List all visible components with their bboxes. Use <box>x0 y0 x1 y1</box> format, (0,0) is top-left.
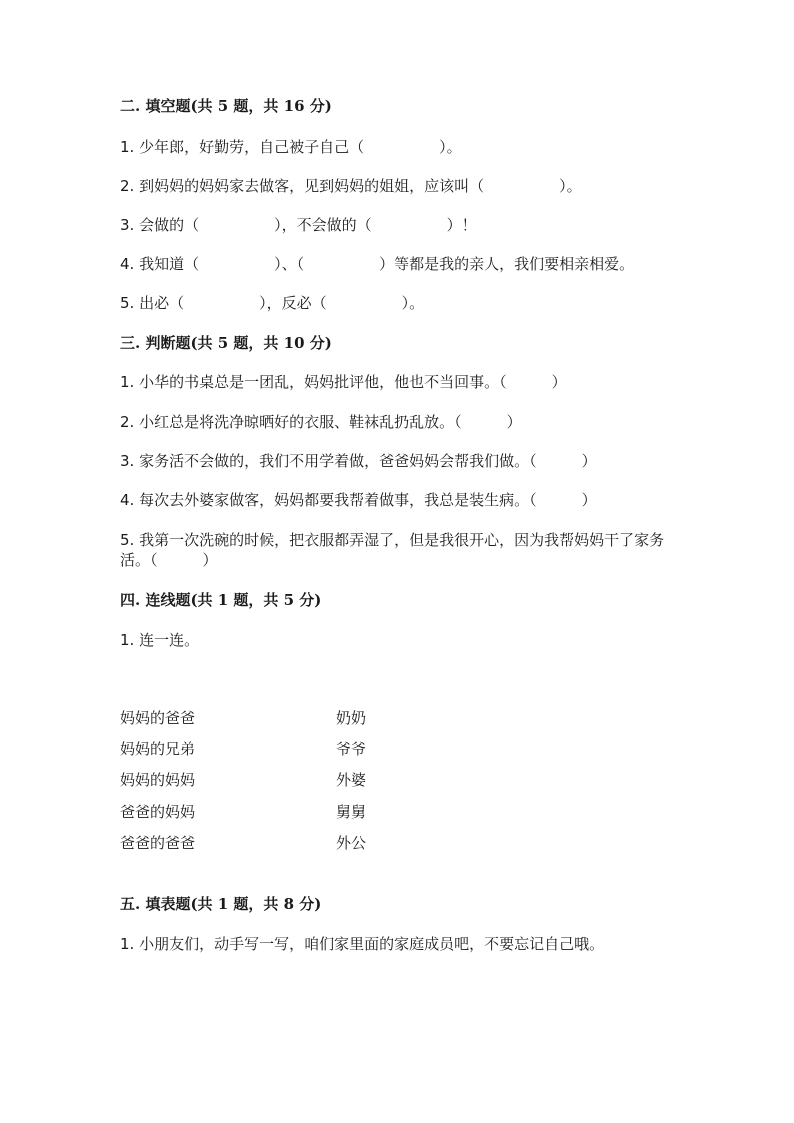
match-left-item: 妈妈的爸爸 <box>120 709 196 727</box>
section-heading-matching: 四. 连线题(共 1 题，共 5 分) <box>120 591 322 609</box>
question-item: 3. 会做的（ ），不会做的（ ）！ <box>120 216 477 234</box>
match-left-item: 爸爸的爸爸 <box>120 834 196 852</box>
question-item: 1. 小朋友们，动手写一写，咱们家里面的家庭成员吧，不要忘记自己哦。 <box>120 935 605 953</box>
match-right-item: 爷爷 <box>336 740 367 758</box>
question-item: 3. 家务活不会做的，我们不用学着做，爸爸妈妈会帮我们做。（ ） <box>120 452 597 470</box>
question-item: 2. 到妈妈的妈妈家去做客，见到妈妈的姐姐，应该叫（ ）。 <box>120 177 582 195</box>
question-item: 4. 我知道（ ）、（ ）等都是我的亲人，我们要相亲相爱。 <box>120 255 635 273</box>
question-item: 5. 我第一次洗碗的时候，把衣服都弄湿了，但是我很开心，因为我帮妈妈干了家务活。（ ） <box>120 531 665 569</box>
match-left-item: 妈妈的兄弟 <box>120 740 196 758</box>
section-heading-fill-blank: 二. 填空题(共 5 题，共 16 分) <box>120 97 332 115</box>
question-item: 2. 小红总是将洗净晾晒好的衣服、鞋袜乱扔乱放。（ ） <box>120 413 522 431</box>
match-right-item: 奶奶 <box>336 709 367 727</box>
question-item: 4. 每次去外婆家做客，妈妈都要我帮着做事，我总是装生病。（ ） <box>120 491 597 509</box>
section-heading-true-false: 三. 判断题(共 5 题，共 10 分) <box>120 334 332 352</box>
question-item: 1. 连一连。 <box>120 631 200 649</box>
match-right-item: 舅舅 <box>336 803 367 821</box>
section-heading-table-fill: 五. 填表题(共 1 题，共 8 分) <box>120 895 322 913</box>
match-left-item: 爸爸的妈妈 <box>120 803 196 821</box>
question-item: 5. 出必（ ），反必（ ）。 <box>120 294 425 312</box>
question-item: 1. 少年郎，好勤劳，自己被子自己（ ）。 <box>120 138 462 156</box>
question-item: 1. 小华的书桌总是一团乱，妈妈批评他，他也不当回事。（ ） <box>120 373 567 391</box>
match-right-item: 外公 <box>336 834 367 852</box>
match-left-item: 妈妈的妈妈 <box>120 771 196 789</box>
match-right-item: 外婆 <box>336 771 367 789</box>
